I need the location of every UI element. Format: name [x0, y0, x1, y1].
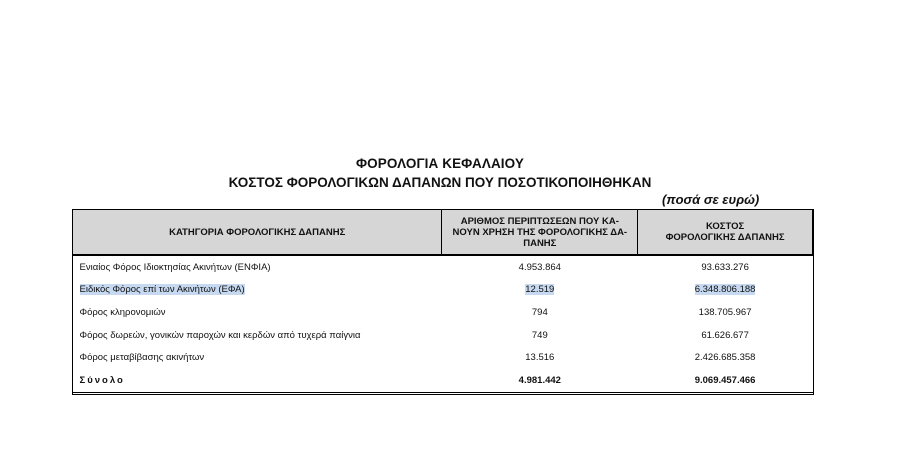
unit-note: (ποσά σε ευρώ): [662, 192, 760, 207]
total-cost: 9.069.457.466: [638, 369, 813, 392]
page-title: ΦΟΡΟΛΟΓΙΑ ΚΕΦΑΛΑΙΟΥ: [356, 156, 524, 171]
row-category: [73, 279, 442, 302]
header-category: ΚΑΤΗΓΟΡΙΑ ΦΟΡΟΛΟΓΙΚΗΣ ΔΑΠΑΝΗΣ: [73, 210, 442, 256]
table-row: [73, 301, 813, 324]
row-category: Φόρος δωρεών, γονικών παροχών και κερδών από τυχερά παίγνια: [79, 329, 361, 341]
row-cost: [638, 279, 813, 302]
table-row: [73, 346, 813, 369]
total-row: [73, 369, 813, 392]
row-cost: 2.426.685.358: [694, 352, 756, 364]
row-category: Φόρος κληρονομιών: [79, 306, 166, 318]
table-row: [73, 255, 813, 279]
row-cost: 93.633.276: [701, 261, 749, 273]
total-count: 4.981.442: [442, 369, 638, 392]
row-count: [442, 279, 638, 302]
row-count: 4.953.864: [518, 261, 561, 273]
tax-expenditure-table: [72, 209, 813, 393]
row-count: 749: [531, 329, 548, 341]
header-count: ΑΡΙΘΜΟΣ ΠΕΡΙΠΤΩΣΕΩΝ ΠΟΥ ΚΑ- ΝΟΥΝ ΧΡΗΣΗ ΤΗΣ ΦΟΡΟΛΟΓΙΚΗΣ ΔΑ- ΠΑΝΗΣ: [442, 210, 638, 256]
total-label: Σύνολο: [73, 369, 442, 392]
table-row: [73, 279, 813, 302]
row-cost: 138.705.967: [698, 306, 752, 318]
table-row: [73, 324, 813, 347]
row-category: Φόρος μεταβίβασης ακινήτων: [79, 352, 205, 364]
page-subtitle: ΚΟΣΤΟΣ ΦΟΡΟΛΟΓΙΚΩΝ ΔΑΠΑΝΩΝ ΠΟΥ ΠΟΣΟΤΙΚΟΠΟΙΗΘΗΚΑΝ: [228, 175, 652, 190]
row-count: 13.516: [525, 352, 555, 364]
highlighted-text: 6.348.806.188: [694, 284, 756, 296]
row-category: Ενιαίος Φόρος Ιδιοκτησίας Ακινήτων (ΕΝΦΙΑ): [79, 261, 271, 273]
header-cost: ΚΟΣΤΟΣ ΦΟΡΟΛΟΓΙΚΗΣ ΔΑΠΑΝΗΣ: [638, 210, 813, 256]
highlighted-text: 12.519: [525, 284, 555, 296]
row-cost: 61.626.677: [701, 329, 749, 341]
row-count: 794: [531, 306, 548, 318]
highlighted-text: Ειδικός Φόρος επί των Ακινήτων (ΕΦΑ): [79, 284, 245, 296]
table-header-row: [73, 210, 813, 256]
